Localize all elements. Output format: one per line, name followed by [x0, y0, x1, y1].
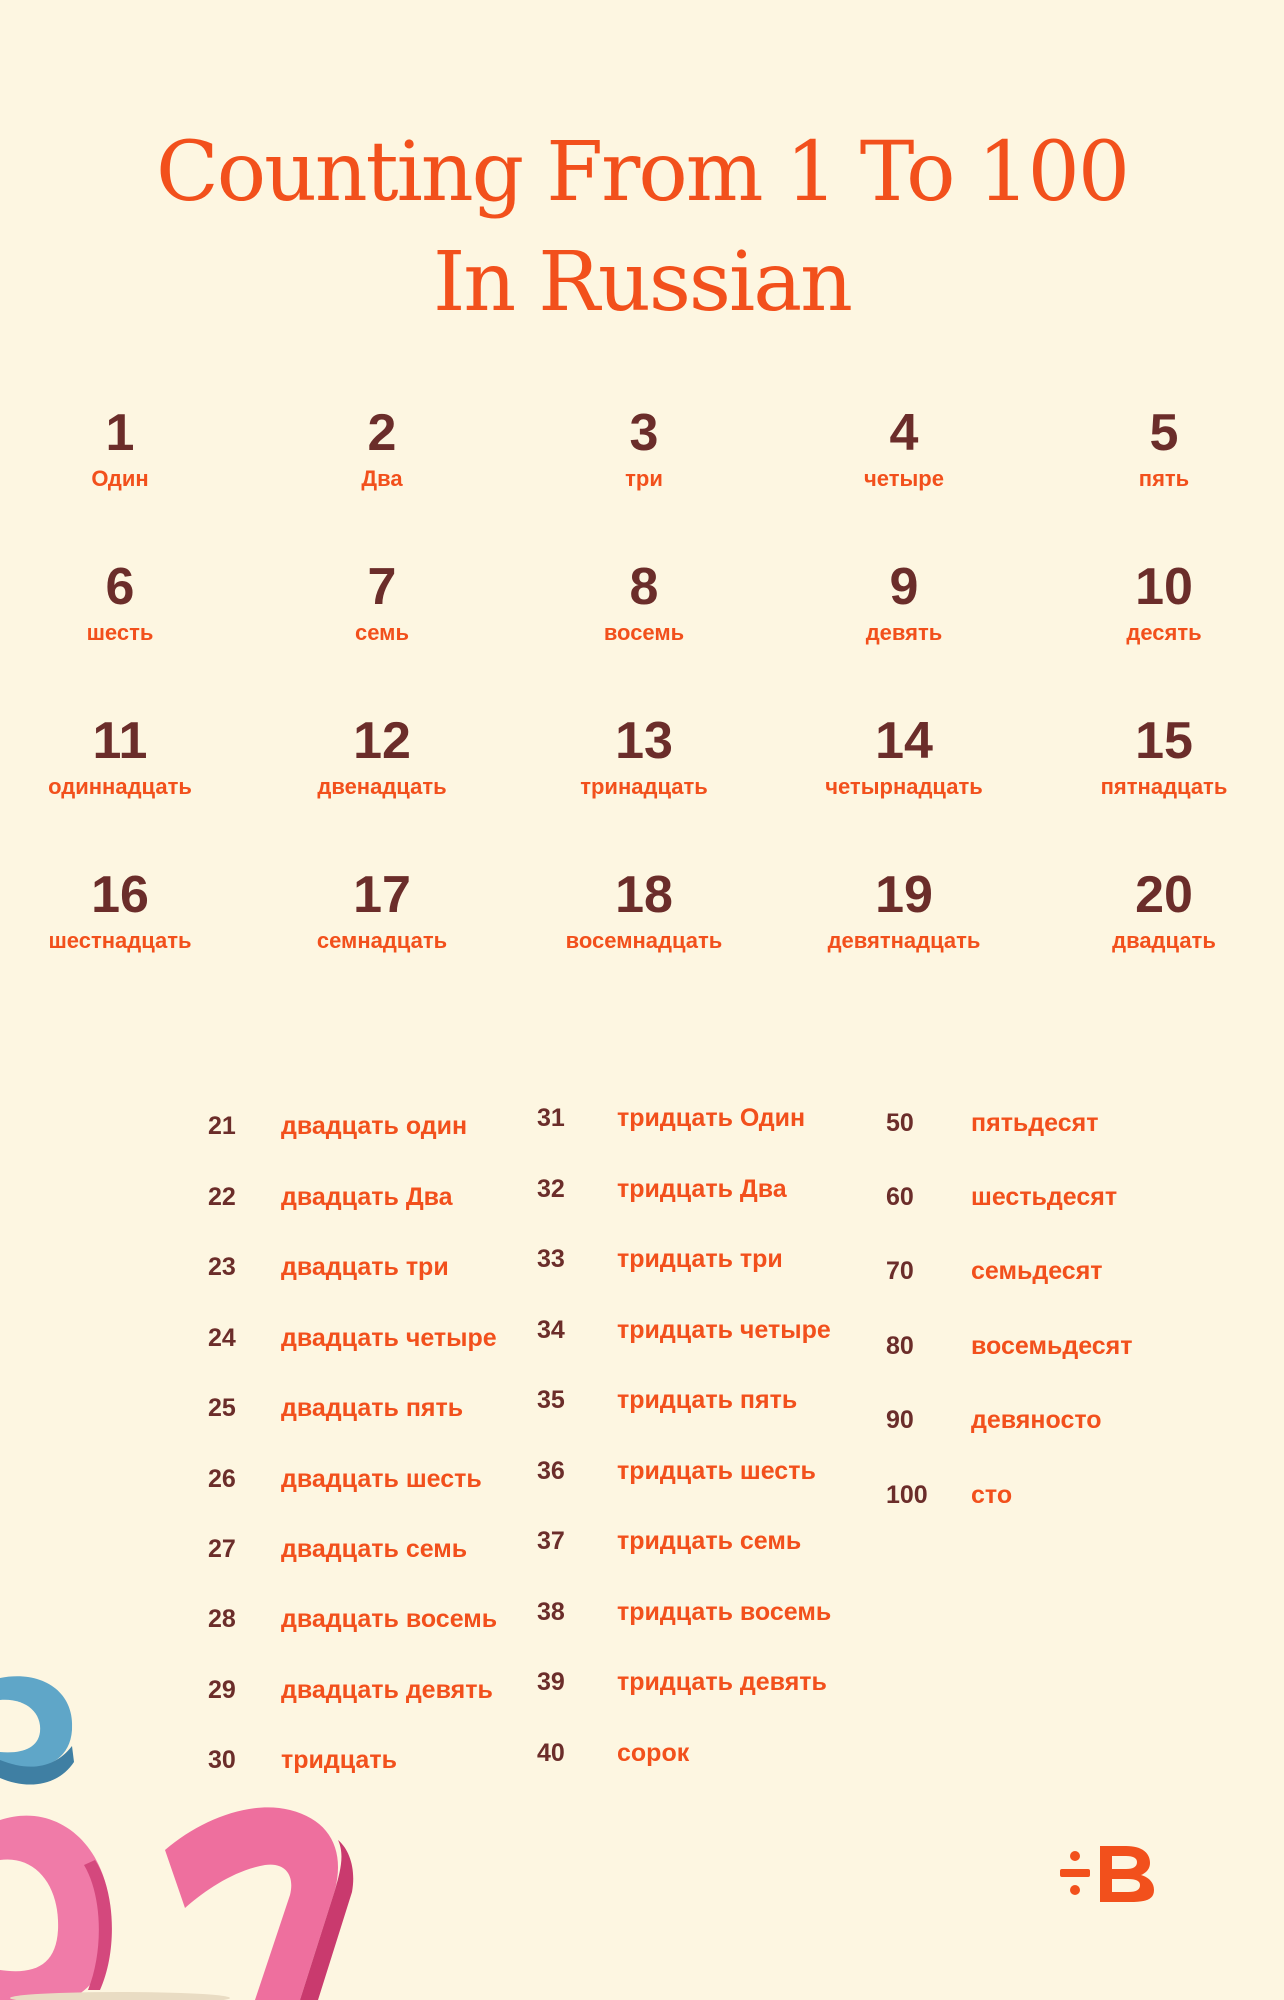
grid-word: двенадцать — [317, 774, 447, 799]
grid-item — [1049, 557, 1279, 647]
grid-number: 6 — [105, 558, 135, 616]
list-word: двадцать пять — [281, 1394, 464, 1422]
list-word: двадцать шесть — [281, 1465, 482, 1493]
grid-word: тринадцать — [580, 774, 708, 799]
list-word: шестьдесят — [971, 1183, 1118, 1211]
grid-item — [267, 403, 497, 493]
list-number: 50 — [886, 1109, 914, 1137]
list-word: сто — [971, 1481, 1013, 1509]
list-number: 32 — [537, 1175, 565, 1203]
grid-word: девять — [865, 620, 943, 645]
list-number: 30 — [208, 1746, 236, 1774]
page-title-line-2: In Russian — [433, 235, 851, 330]
grid-number: 5 — [1149, 404, 1179, 462]
list-number: 100 — [886, 1481, 928, 1509]
page-title-line-1: Counting From 1 To 100 — [155, 125, 1129, 220]
grid-word: десять — [1126, 620, 1202, 645]
list-number: 21 — [208, 1112, 236, 1140]
grid-word: восемь — [603, 620, 685, 645]
list-number: 22 — [208, 1183, 236, 1211]
list-number: 40 — [537, 1739, 565, 1767]
grid-number: 1 — [105, 404, 135, 462]
list-number: 70 — [886, 1257, 914, 1285]
grid-item — [267, 711, 497, 801]
grid-item — [529, 865, 759, 955]
grid-item — [5, 865, 235, 955]
grid-number: 15 — [1135, 712, 1193, 770]
list-number: 33 — [537, 1245, 565, 1273]
grid-number: 17 — [353, 866, 411, 924]
grid-item — [1049, 711, 1279, 801]
list-word: пятьдесят — [971, 1109, 1099, 1137]
list-word: тридцать — [281, 1746, 397, 1774]
grid-word: двадцать — [1112, 928, 1216, 953]
list-number: 39 — [537, 1668, 565, 1696]
list-number: 28 — [208, 1605, 236, 1633]
grid-word: Один — [91, 466, 149, 491]
grid-number: 19 — [875, 866, 933, 924]
list-number: 24 — [208, 1324, 236, 1352]
list-word: двадцать девять — [281, 1676, 493, 1704]
grid-number: 3 — [629, 404, 659, 462]
grid-number: 11 — [92, 712, 148, 770]
grid-number: 4 — [889, 404, 919, 462]
list-number: 35 — [537, 1386, 565, 1414]
grid-word: одиннадцать — [48, 774, 192, 799]
grid-number: 7 — [367, 558, 397, 616]
list-word: двадцать четыре — [281, 1324, 497, 1352]
list-number: 29 — [208, 1676, 236, 1704]
list-word: семьдесят — [971, 1257, 1103, 1285]
list-number: 60 — [886, 1183, 914, 1211]
grid-number: 10 — [1135, 558, 1193, 616]
grid-item — [5, 711, 235, 801]
list-word: тридцать Два — [617, 1175, 787, 1203]
list-number: 34 — [537, 1316, 565, 1344]
grid-word: семь — [355, 620, 409, 645]
list-word: тридцать восемь — [617, 1598, 832, 1626]
grid-item — [789, 711, 1019, 801]
list-word: двадцать один — [281, 1112, 468, 1140]
grid-word: пятнадцать — [1100, 774, 1228, 799]
grid-item — [789, 557, 1019, 647]
list-number: 38 — [537, 1598, 565, 1626]
grid-word: три — [625, 466, 663, 491]
grid-item — [529, 711, 759, 801]
list-word: двадцать семь — [281, 1535, 468, 1563]
list-word: тридцать Один — [617, 1104, 806, 1132]
grid-number: 14 — [875, 712, 933, 770]
grid-item — [5, 557, 235, 647]
list-word: двадцать восемь — [281, 1605, 498, 1633]
list-number: 90 — [886, 1406, 914, 1434]
grid-item — [267, 865, 497, 955]
list-word: тридцать девять — [617, 1668, 827, 1696]
3d-numbers-decoration-icon — [0, 1650, 360, 2000]
grid-word: шесть — [86, 620, 154, 645]
list-word: тридцать семь — [617, 1527, 802, 1555]
list-number: 36 — [537, 1457, 565, 1485]
grid-number: 8 — [629, 558, 659, 616]
list-number: 37 — [537, 1527, 565, 1555]
list-number: 27 — [208, 1535, 236, 1563]
grid-word: девятнадцать — [827, 928, 981, 953]
grid-word: восемнадцать — [565, 928, 723, 953]
grid-word: четыре — [864, 466, 944, 491]
grid-item — [267, 557, 497, 647]
list-number: 31 — [537, 1104, 565, 1132]
list-word: тридцать пять — [617, 1386, 798, 1414]
list-word: тридцать четыре — [617, 1316, 831, 1344]
grid-item — [789, 865, 1019, 955]
list-word: двадцать три — [281, 1253, 449, 1281]
grid-word: четырнадцать — [825, 774, 983, 799]
grid-number: 12 — [353, 712, 411, 770]
grid-item — [1049, 865, 1279, 955]
grid-number: 9 — [889, 558, 919, 616]
grid-word: семнадцать — [316, 928, 448, 953]
list-word: тридцать три — [617, 1245, 783, 1273]
list-number: 25 — [208, 1394, 236, 1422]
grid-number: 20 — [1135, 866, 1193, 924]
grid-word: шестнадцать — [48, 928, 192, 953]
list-word: девяносто — [971, 1406, 1102, 1434]
list-word: тридцать шесть — [617, 1457, 816, 1485]
grid-number: 13 — [615, 712, 673, 770]
grid-item — [1049, 403, 1279, 493]
grid-item — [5, 403, 235, 493]
grid-item — [529, 557, 759, 647]
grid-number: 18 — [615, 866, 673, 924]
list-number: 26 — [208, 1465, 236, 1493]
list-word: восемьдесят — [971, 1332, 1133, 1360]
grid-item — [789, 403, 1019, 493]
list-word: двадцать Два — [281, 1183, 453, 1211]
grid-number: 2 — [367, 404, 397, 462]
grid-word: пять — [1138, 466, 1190, 491]
babbel-logo-icon — [1060, 1842, 1160, 1902]
grid-number: 16 — [91, 866, 149, 924]
grid-word: Два — [361, 466, 403, 491]
list-number: 80 — [886, 1332, 914, 1360]
list-number: 23 — [208, 1253, 236, 1281]
list-word: сорок — [617, 1739, 690, 1767]
grid-item — [529, 403, 759, 493]
